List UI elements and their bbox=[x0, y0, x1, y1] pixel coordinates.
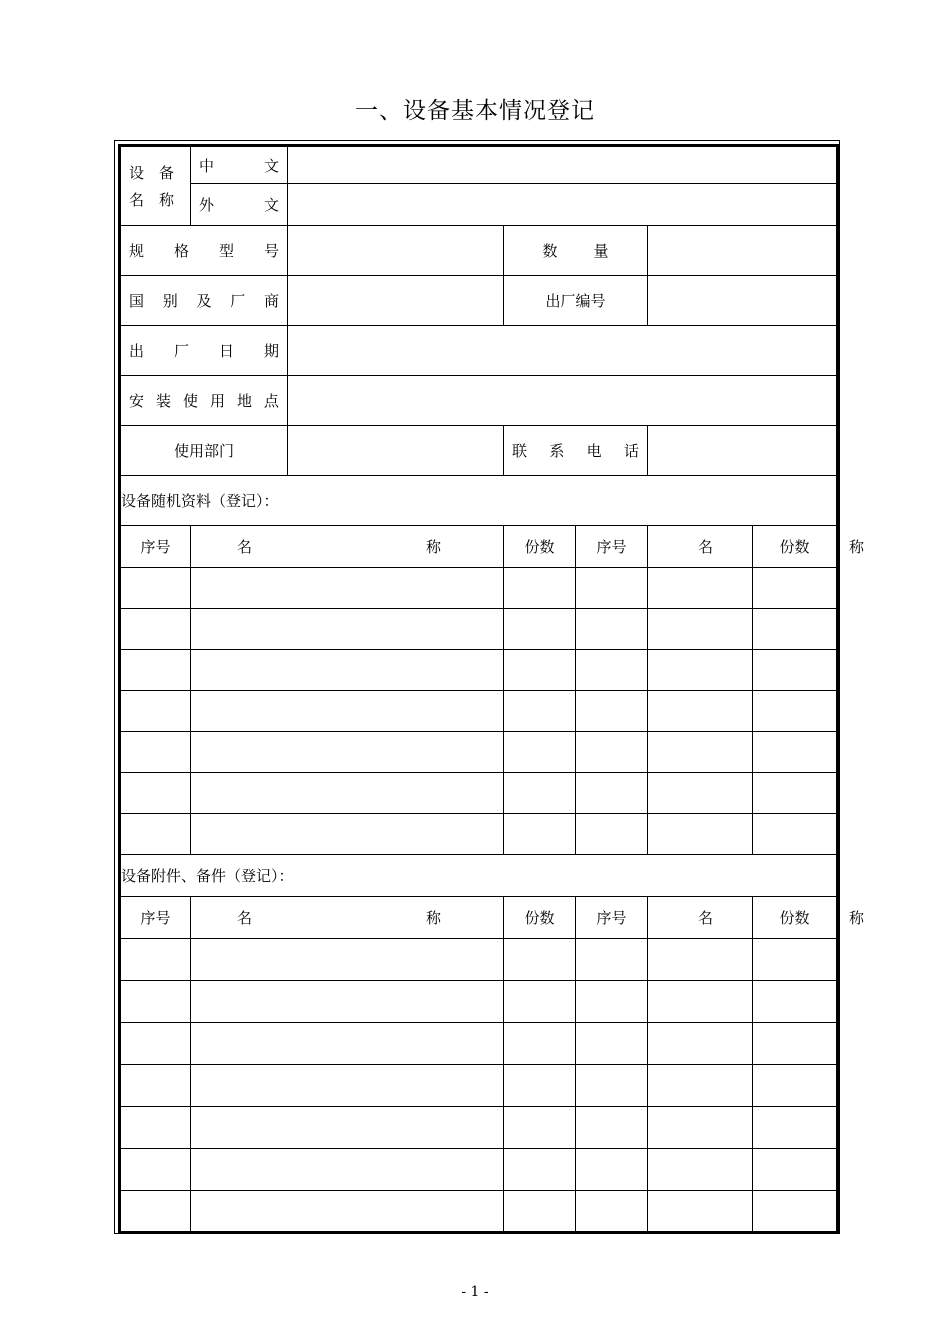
parts-copies-right-field[interactable] bbox=[753, 1191, 838, 1233]
parts-copies-left-field[interactable] bbox=[504, 1191, 576, 1233]
parts-name-left-field[interactable] bbox=[191, 981, 504, 1023]
docs-copies-right-field[interactable] bbox=[753, 773, 838, 814]
docs-copies-right-field[interactable] bbox=[753, 814, 838, 855]
parts-name-right-field[interactable] bbox=[648, 1065, 753, 1107]
parts-seq-left-field[interactable] bbox=[120, 1107, 191, 1149]
docs-seq-right-field[interactable] bbox=[576, 650, 648, 691]
parts-table-row bbox=[120, 1149, 838, 1191]
parts-seq-left-field[interactable] bbox=[120, 939, 191, 981]
docs-name-right-field[interactable] bbox=[648, 773, 753, 814]
parts-name-right-field[interactable] bbox=[648, 939, 753, 981]
parts-copies-header-left: 份数 bbox=[504, 897, 576, 939]
parts-seq-left-field[interactable] bbox=[120, 1065, 191, 1107]
parts-seq-right-field[interactable] bbox=[576, 939, 648, 981]
equipment-registration-form bbox=[118, 144, 864, 1234]
docs-table-header bbox=[120, 526, 838, 568]
docs-name-right-field[interactable] bbox=[648, 732, 753, 773]
docs-seq-left-field[interactable] bbox=[120, 773, 191, 814]
docs-seq-left-field[interactable] bbox=[120, 732, 191, 773]
parts-copies-right-field[interactable] bbox=[753, 981, 838, 1023]
docs-copies-right-field[interactable] bbox=[753, 650, 838, 691]
phone-field[interactable] bbox=[648, 426, 838, 476]
docs-name-left-field[interactable] bbox=[191, 568, 504, 609]
parts-name-right-field[interactable] bbox=[648, 1023, 753, 1065]
parts-copies-left-field[interactable] bbox=[504, 1065, 576, 1107]
parts-copies-right-field[interactable] bbox=[753, 1149, 838, 1191]
parts-name-header-right: 名 称 bbox=[648, 897, 753, 939]
parts-table-row bbox=[120, 1107, 838, 1149]
docs-name-left-field[interactable] bbox=[191, 814, 504, 855]
docs-name-right-field[interactable] bbox=[648, 568, 753, 609]
production-date-label: 出 厂 日 期 bbox=[120, 326, 288, 376]
docs-table-row bbox=[120, 609, 838, 650]
device-name-label-line2: 名 称 bbox=[129, 191, 175, 209]
parts-section-title: 设备附件、备件（登记）： bbox=[120, 855, 838, 897]
parts-name-left-field[interactable] bbox=[191, 1107, 504, 1149]
docs-name-left-field[interactable] bbox=[191, 691, 504, 732]
parts-seq-right-field[interactable] bbox=[576, 1107, 648, 1149]
parts-seq-header-left: 序号 bbox=[120, 897, 191, 939]
docs-name-left-field[interactable] bbox=[191, 732, 504, 773]
device-name-label-line1: 设 备 bbox=[129, 164, 175, 182]
parts-seq-right-field[interactable] bbox=[576, 1191, 648, 1233]
parts-name-right-field[interactable] bbox=[648, 1191, 753, 1233]
docs-seq-header-right: 序号 bbox=[576, 526, 648, 568]
page-title: 一、设备基本情况登记 bbox=[355, 98, 595, 124]
serial-number-field[interactable] bbox=[648, 276, 838, 326]
docs-copies-right-field[interactable] bbox=[753, 609, 838, 650]
device-name-label-cell bbox=[120, 146, 191, 226]
department-label: 使用部门 bbox=[120, 426, 288, 476]
parts-table-header bbox=[120, 897, 838, 939]
parts-seq-right-field[interactable] bbox=[576, 1065, 648, 1107]
spec-model-label: 规 格 型 号 bbox=[120, 226, 288, 276]
docs-name-left-field[interactable] bbox=[191, 773, 504, 814]
parts-name-left-field[interactable] bbox=[191, 1149, 504, 1191]
parts-copies-right-field[interactable] bbox=[753, 1065, 838, 1107]
docs-name-left-field[interactable] bbox=[191, 650, 504, 691]
parts-name-left-field[interactable] bbox=[191, 1065, 504, 1107]
docs-copies-header-left: 份数 bbox=[504, 526, 576, 568]
production-date-field[interactable] bbox=[288, 326, 838, 376]
docs-table-row bbox=[120, 732, 838, 773]
docs-seq-right-field[interactable] bbox=[576, 814, 648, 855]
parts-copies-right-field[interactable] bbox=[753, 1107, 838, 1149]
docs-copies-right-field[interactable] bbox=[753, 732, 838, 773]
docs-name-right-field[interactable] bbox=[648, 609, 753, 650]
parts-table-row bbox=[120, 1065, 838, 1107]
foreign-name-field[interactable] bbox=[288, 184, 838, 226]
docs-seq-right-field[interactable] bbox=[576, 691, 648, 732]
parts-seq-right-field[interactable] bbox=[576, 981, 648, 1023]
parts-copies-right-field[interactable] bbox=[753, 1023, 838, 1065]
parts-seq-left-field[interactable] bbox=[120, 981, 191, 1023]
docs-copies-right-field[interactable] bbox=[753, 568, 838, 609]
installation-location-label: 安 装 使 用 地 点 bbox=[120, 376, 288, 426]
docs-name-right-field[interactable] bbox=[648, 650, 753, 691]
docs-seq-right-field[interactable] bbox=[576, 568, 648, 609]
quantity-field[interactable] bbox=[648, 226, 838, 276]
docs-seq-right-field[interactable] bbox=[576, 609, 648, 650]
parts-name-left-field[interactable] bbox=[191, 1191, 504, 1233]
chinese-name-label: 中 文 bbox=[191, 146, 288, 184]
docs-seq-left-field[interactable] bbox=[120, 691, 191, 732]
parts-name-right-field[interactable] bbox=[648, 1149, 753, 1191]
docs-copies-left-field[interactable] bbox=[504, 773, 576, 814]
parts-seq-left-field[interactable] bbox=[120, 1023, 191, 1065]
parts-seq-left-field[interactable] bbox=[120, 1191, 191, 1233]
parts-name-left-field[interactable] bbox=[191, 1023, 504, 1065]
parts-table-row bbox=[120, 939, 838, 981]
docs-seq-right-field[interactable] bbox=[576, 773, 648, 814]
docs-name-right-field[interactable] bbox=[648, 691, 753, 732]
docs-seq-left-field[interactable] bbox=[120, 814, 191, 855]
docs-copies-header-right: 份数 bbox=[753, 526, 838, 568]
docs-seq-header-left: 序号 bbox=[120, 526, 191, 568]
origin-manufacturer-field[interactable] bbox=[288, 276, 504, 326]
docs-table-row bbox=[120, 773, 838, 814]
parts-name-header-left: 名 称 bbox=[191, 897, 504, 939]
parts-copies-left-field[interactable] bbox=[504, 1023, 576, 1065]
docs-name-header-right: 名 称 bbox=[648, 526, 753, 568]
quantity-label: 数 量 bbox=[504, 226, 648, 276]
docs-copies-left-field[interactable] bbox=[504, 691, 576, 732]
docs-name-right-field[interactable] bbox=[648, 814, 753, 855]
parts-seq-header-right: 序号 bbox=[576, 897, 648, 939]
docs-copies-left-field[interactable] bbox=[504, 814, 576, 855]
docs-copies-right-field[interactable] bbox=[753, 691, 838, 732]
docs-seq-right-field[interactable] bbox=[576, 732, 648, 773]
department-field[interactable] bbox=[288, 426, 504, 476]
parts-copies-left-field[interactable] bbox=[504, 1149, 576, 1191]
parts-copies-right-field[interactable] bbox=[753, 939, 838, 981]
parts-table-row bbox=[120, 1191, 838, 1233]
parts-copies-left-field[interactable] bbox=[504, 939, 576, 981]
foreign-name-label: 外 文 bbox=[191, 184, 288, 226]
docs-seq-left-field[interactable] bbox=[120, 568, 191, 609]
parts-name-right-field[interactable] bbox=[648, 1107, 753, 1149]
chinese-name-field[interactable] bbox=[288, 146, 838, 184]
docs-name-left-field[interactable] bbox=[191, 609, 504, 650]
docs-table-row bbox=[120, 650, 838, 691]
docs-copies-left-field[interactable] bbox=[504, 732, 576, 773]
docs-name-header-left: 名 称 bbox=[191, 526, 504, 568]
parts-name-right-field[interactable] bbox=[648, 981, 753, 1023]
parts-copies-header-right: 份数 bbox=[753, 897, 838, 939]
docs-seq-left-field[interactable] bbox=[120, 609, 191, 650]
spec-model-field[interactable] bbox=[288, 226, 504, 276]
docs-seq-left-field[interactable] bbox=[120, 650, 191, 691]
parts-copies-left-field[interactable] bbox=[504, 1107, 576, 1149]
docs-table-row bbox=[120, 691, 838, 732]
parts-seq-right-field[interactable] bbox=[576, 1023, 648, 1065]
origin-manufacturer-label: 国 别 及 厂 商 bbox=[120, 276, 288, 326]
parts-table-row bbox=[120, 981, 838, 1023]
docs-copies-left-field[interactable] bbox=[504, 609, 576, 650]
parts-name-left-field[interactable] bbox=[191, 939, 504, 981]
docs-copies-left-field[interactable] bbox=[504, 568, 576, 609]
installation-location-field[interactable] bbox=[288, 376, 838, 426]
docs-section-title: 设备随机资料（登记）： bbox=[120, 476, 838, 526]
page-number: - 1 - bbox=[461, 1284, 489, 1300]
docs-copies-left-field[interactable] bbox=[504, 650, 576, 691]
parts-seq-right-field[interactable] bbox=[576, 1149, 648, 1191]
docs-table-row bbox=[120, 568, 838, 609]
parts-seq-left-field[interactable] bbox=[120, 1149, 191, 1191]
docs-table-row bbox=[120, 814, 838, 855]
parts-table-row bbox=[120, 1023, 838, 1065]
parts-copies-left-field[interactable] bbox=[504, 981, 576, 1023]
phone-label: 联 系 电 话 bbox=[504, 426, 648, 476]
serial-number-label: 出厂编号 bbox=[504, 276, 648, 326]
